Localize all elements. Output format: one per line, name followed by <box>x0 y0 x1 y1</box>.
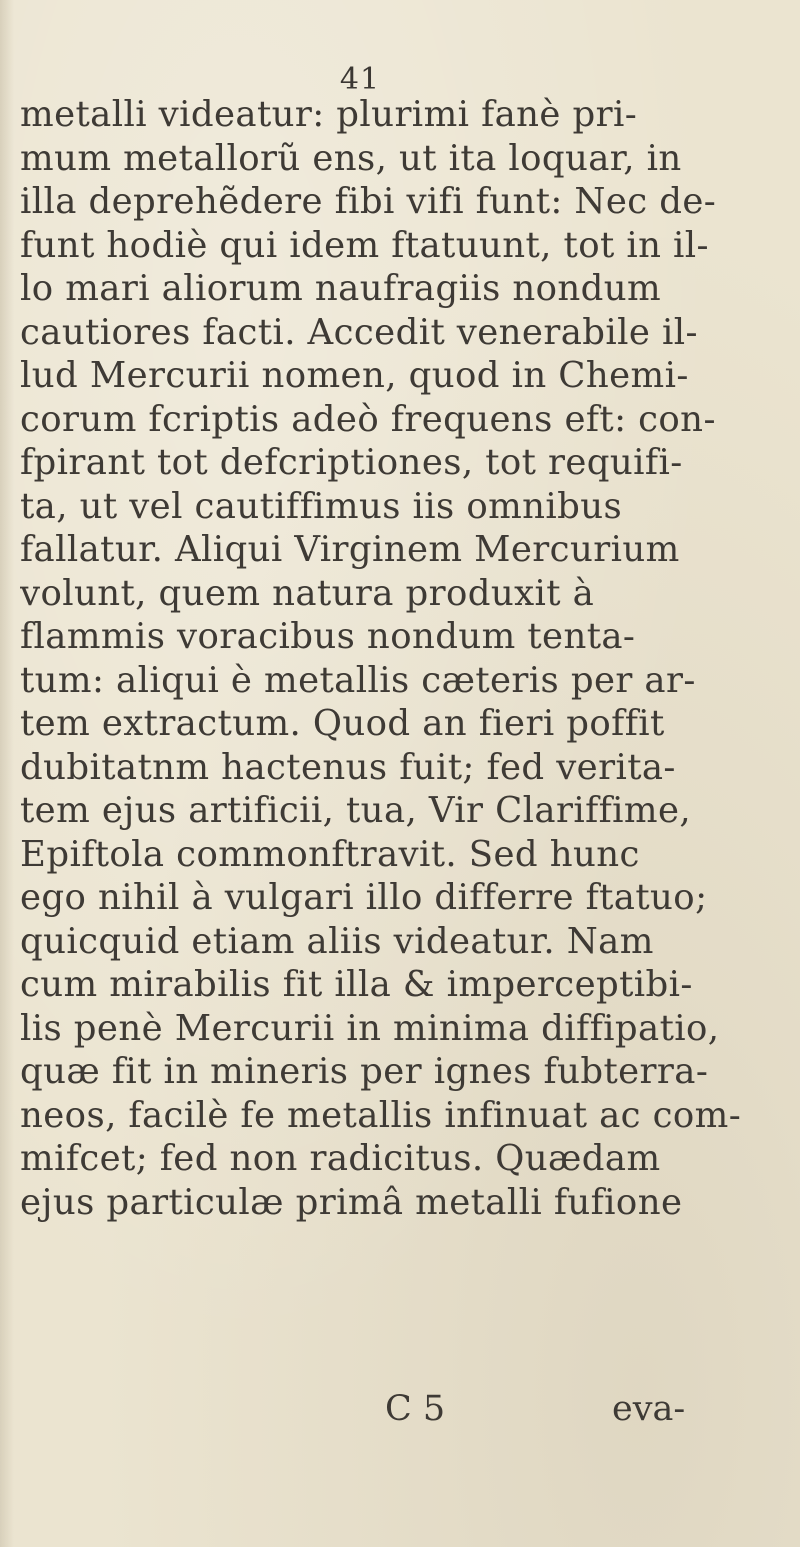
text-line: tem ejus artificii, tua, Vir Clariffime, <box>20 790 692 831</box>
signature-mark: C 5 <box>385 1389 446 1429</box>
text-line: cautiores facti. Accedit venerabile il- <box>20 311 698 353</box>
body-text <box>20 93 794 1224</box>
text-line: fallatur. Aliqui Virginem Mercurium <box>20 529 680 570</box>
text-line: illa deprehẽdere fibi vifi funt: Nec de- <box>20 181 717 222</box>
footer-line <box>0 1384 800 1434</box>
text-line: funt hodiè qui idem ftatuunt, tot in il- <box>20 224 709 266</box>
text-line: quicquid etiam aliis videatur. Nam <box>20 920 654 962</box>
text-line: flammis voracibus nondum tenta- <box>20 616 636 657</box>
text-line: lud Mercurii nomen, quod in Chemi- <box>20 355 689 396</box>
text-line: Epiftola commonftravit. Sed hunc <box>20 833 640 875</box>
text-line: corum fcriptis adeò frequens eft: con- <box>20 398 716 440</box>
catchword: eva- <box>612 1389 686 1429</box>
text-line: ego nihil à vulgari illo differre ftatuo; <box>20 877 708 918</box>
text-line: tem extractum. Quod an fieri poffit <box>20 703 665 744</box>
text-line: ta, ut vel cautiffimus iis omnibus <box>20 485 623 527</box>
page-gutter-edge <box>0 0 14 1547</box>
text-line: quæ fit in mineris per ignes fubterra- <box>20 1051 709 1092</box>
text-line: dubitatnm hactenus fuit; fed verita- <box>20 746 676 788</box>
text-line: mifcet; fed non radicitus. Quædam <box>20 1138 661 1179</box>
text-line: lo mari aliorum naufragiis nondum <box>20 268 662 309</box>
text-line: ejus particulæ primâ metalli fufione <box>20 1181 683 1223</box>
text-line: tum: aliqui è metallis cæteris per ar- <box>20 659 696 701</box>
text-line: metalli videatur: plurimi fanè pri- <box>20 94 638 135</box>
text-line: mum metallorũ ens, ut ita loquar, in <box>20 137 682 179</box>
page-number: 41 <box>339 62 381 97</box>
text-line: neos, facilè fe metallis infinuat ac com- <box>20 1094 742 1136</box>
text-line: lis penè Mercurii in minima diffipatio, <box>20 1007 720 1049</box>
text-line: volunt, quem natura produxit à <box>20 572 595 614</box>
text-line: cum mirabilis fit illa & imperceptibi- <box>20 964 693 1005</box>
text-line: fpirant tot defcriptiones, tot requifi- <box>20 442 683 483</box>
